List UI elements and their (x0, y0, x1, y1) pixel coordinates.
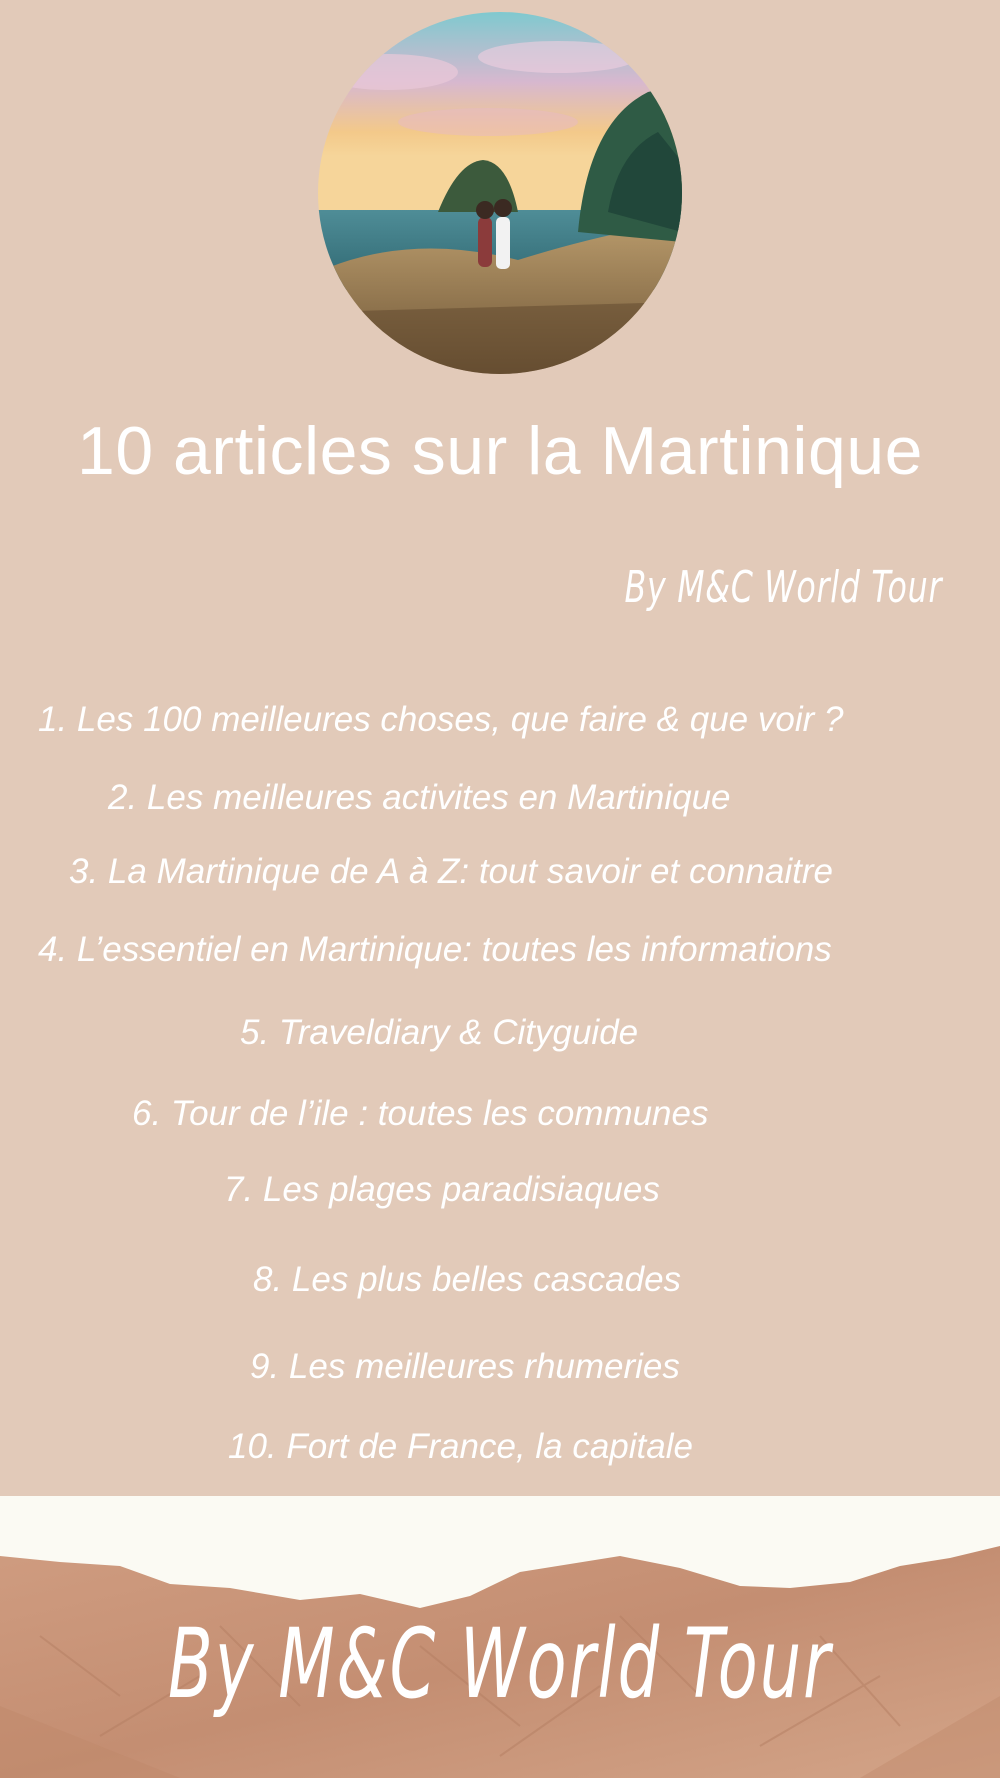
article-link-2[interactable]: 2. Les meilleures activites en Martinique (108, 778, 731, 817)
article-link-5[interactable]: 5. Traveldiary & Cityguide (240, 1013, 639, 1052)
article-link-3[interactable]: 3. La Martinique de A à Z: tout savoir et connaitre (69, 852, 833, 891)
footer-byline: By M&C World Tour (167, 1608, 833, 1720)
article-link-4[interactable]: 4. L’essentiel en Martinique: toutes les informations (38, 930, 832, 969)
article-link-7[interactable]: 7. Les plages paradisiaques (224, 1170, 660, 1209)
article-link-8[interactable]: 8. Les plus belles cascades (253, 1260, 682, 1299)
article-link-6[interactable]: 6. Tour de l’ile : toutes les communes (132, 1094, 709, 1133)
article-link-9[interactable]: 9. Les meilleures rhumeries (250, 1347, 680, 1386)
page-title: 10 articles sur la Martinique (77, 413, 923, 489)
article-link-1[interactable]: 1. Les 100 meilleures choses, que faire & que voir ? (38, 700, 844, 739)
header-byline: By M&C World Tour (624, 562, 942, 613)
article-link-10[interactable]: 10. Fort de France, la capitale (228, 1427, 693, 1466)
